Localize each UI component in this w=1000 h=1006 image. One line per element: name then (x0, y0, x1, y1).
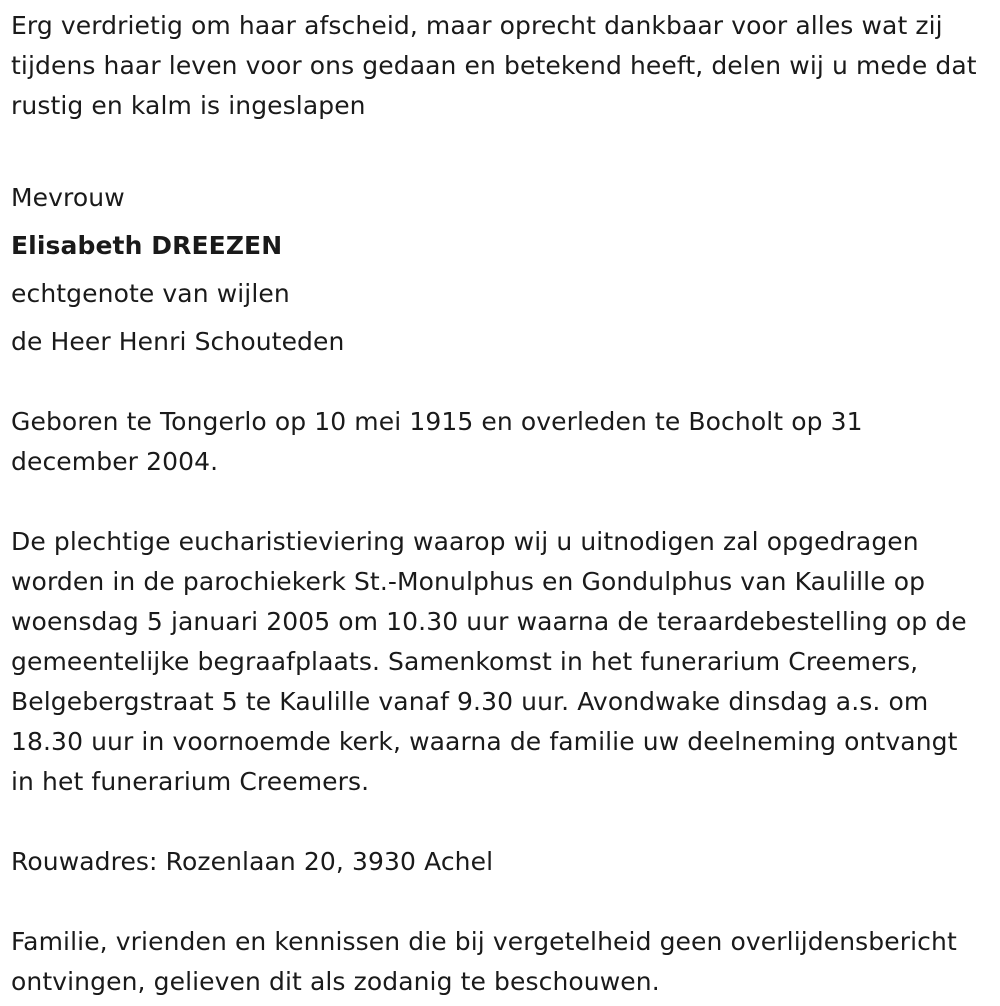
person-block (11, 174, 986, 366)
person-spouse: de Heer Henri Schouteden (11, 327, 345, 356)
person-relation: echtgenote van wijlen (11, 279, 290, 308)
address-paragraph: Rouwadres: Rozenlaan 20, 3930 Achel (11, 847, 494, 876)
obituary-document (11, 6, 986, 1002)
intro-paragraph: Erg verdrietig om haar afscheid, maar oprecht dankbaar voor alles wat zij tijdens haar leven voor ons gedaan en betekend heeft, delen wij u mede dat rustig en kalm is ingeslapen (11, 11, 977, 120)
closing-paragraph: Familie, vrienden en kennissen die bij vergetelheid geen overlijdensbericht ontvingen, gelieven dit als zodanig te beschouwen. (11, 927, 957, 996)
person-name: Elisabeth DREEZEN (11, 231, 283, 260)
ceremony-paragraph: De plechtige eucharistieviering waarop wij u uitnodigen zal opgedragen worden in de parochiekerk St.-Monulphus en Gondulphus van Kaulille op woensdag 5 januari 2005 om 10.30 uur waarna de teraardebestelling op de gemeentelijke begraafplaats. Samenkomst in het funerarium Creemers, Belgebergstraat 5 te Kaulille vanaf 9.30 uur. Avondwake dinsdag a.s. om 18.30 uur in voornoemde kerk, waarna de familie uw deelneming ontvangt in het funerarium Creemers. (11, 527, 967, 796)
birth-death-paragraph: Geboren te Tongerlo op 10 mei 1915 en overleden te Bocholt op 31 december 2004. (11, 407, 863, 476)
person-title: Mevrouw (11, 183, 125, 212)
